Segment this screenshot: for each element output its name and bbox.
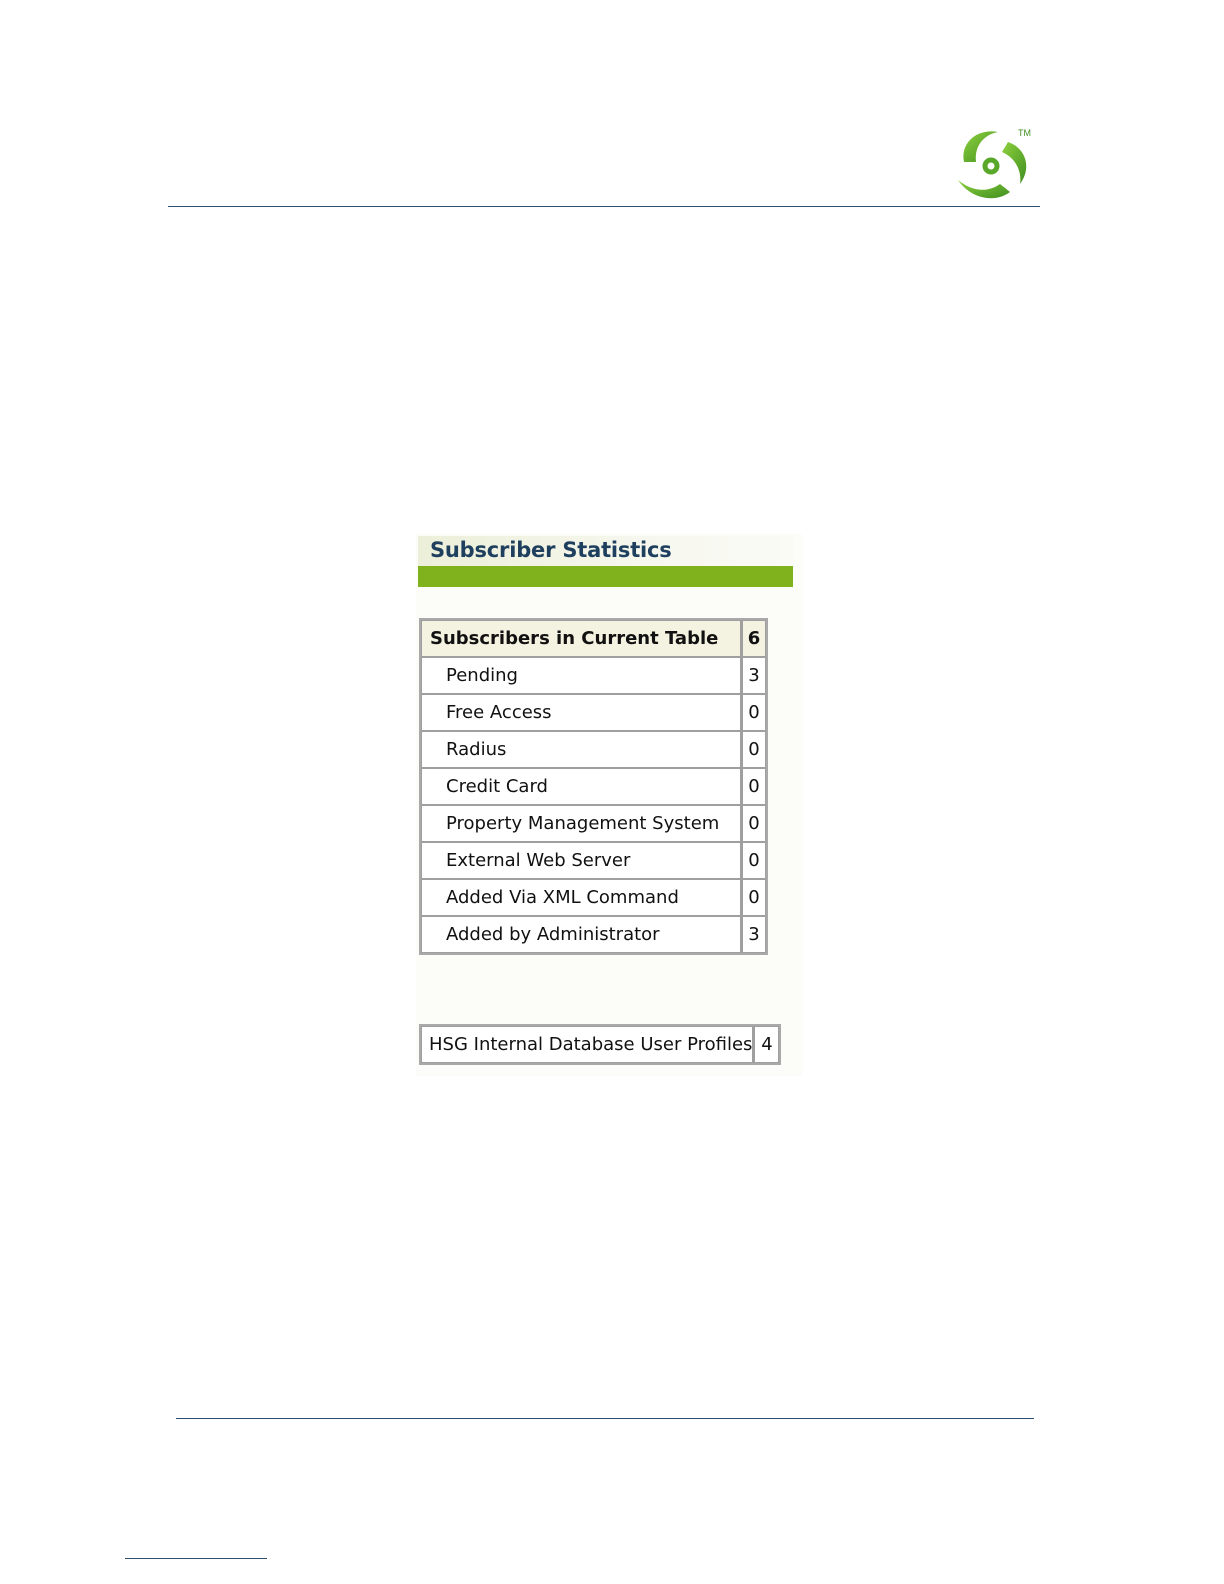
footnote-rule bbox=[125, 1558, 267, 1559]
table-row bbox=[421, 916, 766, 953]
row-value-pms: 0 bbox=[742, 805, 766, 842]
subscriber-statistics-panel bbox=[416, 534, 802, 1076]
table-row bbox=[421, 879, 766, 916]
row-label-pms: Property Management System bbox=[421, 805, 742, 842]
row-value-administrator: 3 bbox=[742, 916, 766, 953]
table-row bbox=[421, 694, 766, 731]
trademark-mark: TM bbox=[1018, 128, 1031, 138]
hsg-profiles-label: HSG Internal Database User Profiles bbox=[421, 1026, 754, 1063]
row-label-credit-card: Credit Card bbox=[421, 768, 742, 805]
row-value-credit-card: 0 bbox=[742, 768, 766, 805]
row-label-xml-command: Added Via XML Command bbox=[421, 879, 742, 916]
footer-rule bbox=[176, 1418, 1034, 1419]
total-value: 6 bbox=[742, 620, 766, 657]
panel-header bbox=[418, 536, 793, 566]
hsg-profiles-value: 4 bbox=[754, 1026, 779, 1063]
subscriber-table bbox=[419, 618, 768, 955]
row-label-administrator: Added by Administrator bbox=[421, 916, 742, 953]
row-label-radius: Radius bbox=[421, 731, 742, 768]
company-logo bbox=[950, 122, 1040, 204]
row-label-pending: Pending bbox=[421, 657, 742, 694]
row-value-external-web-server: 0 bbox=[742, 842, 766, 879]
table-row bbox=[421, 657, 766, 694]
row-value-free-access: 0 bbox=[742, 694, 766, 731]
row-value-radius: 0 bbox=[742, 731, 766, 768]
table-row bbox=[421, 731, 766, 768]
row-value-pending: 3 bbox=[742, 657, 766, 694]
row-label-external-web-server: External Web Server bbox=[421, 842, 742, 879]
table-header-row bbox=[421, 620, 766, 657]
total-label: Subscribers in Current Table bbox=[421, 620, 742, 657]
panel-title: Subscriber Statistics bbox=[430, 538, 672, 562]
row-value-xml-command: 0 bbox=[742, 879, 766, 916]
header-rule bbox=[168, 206, 1040, 207]
table-row bbox=[421, 768, 766, 805]
panel-accent-bar bbox=[418, 566, 793, 587]
table-row bbox=[421, 842, 766, 879]
row-label-free-access: Free Access bbox=[421, 694, 742, 731]
table-row bbox=[421, 805, 766, 842]
table-row bbox=[421, 1026, 779, 1063]
hsg-profiles-table bbox=[419, 1024, 781, 1065]
